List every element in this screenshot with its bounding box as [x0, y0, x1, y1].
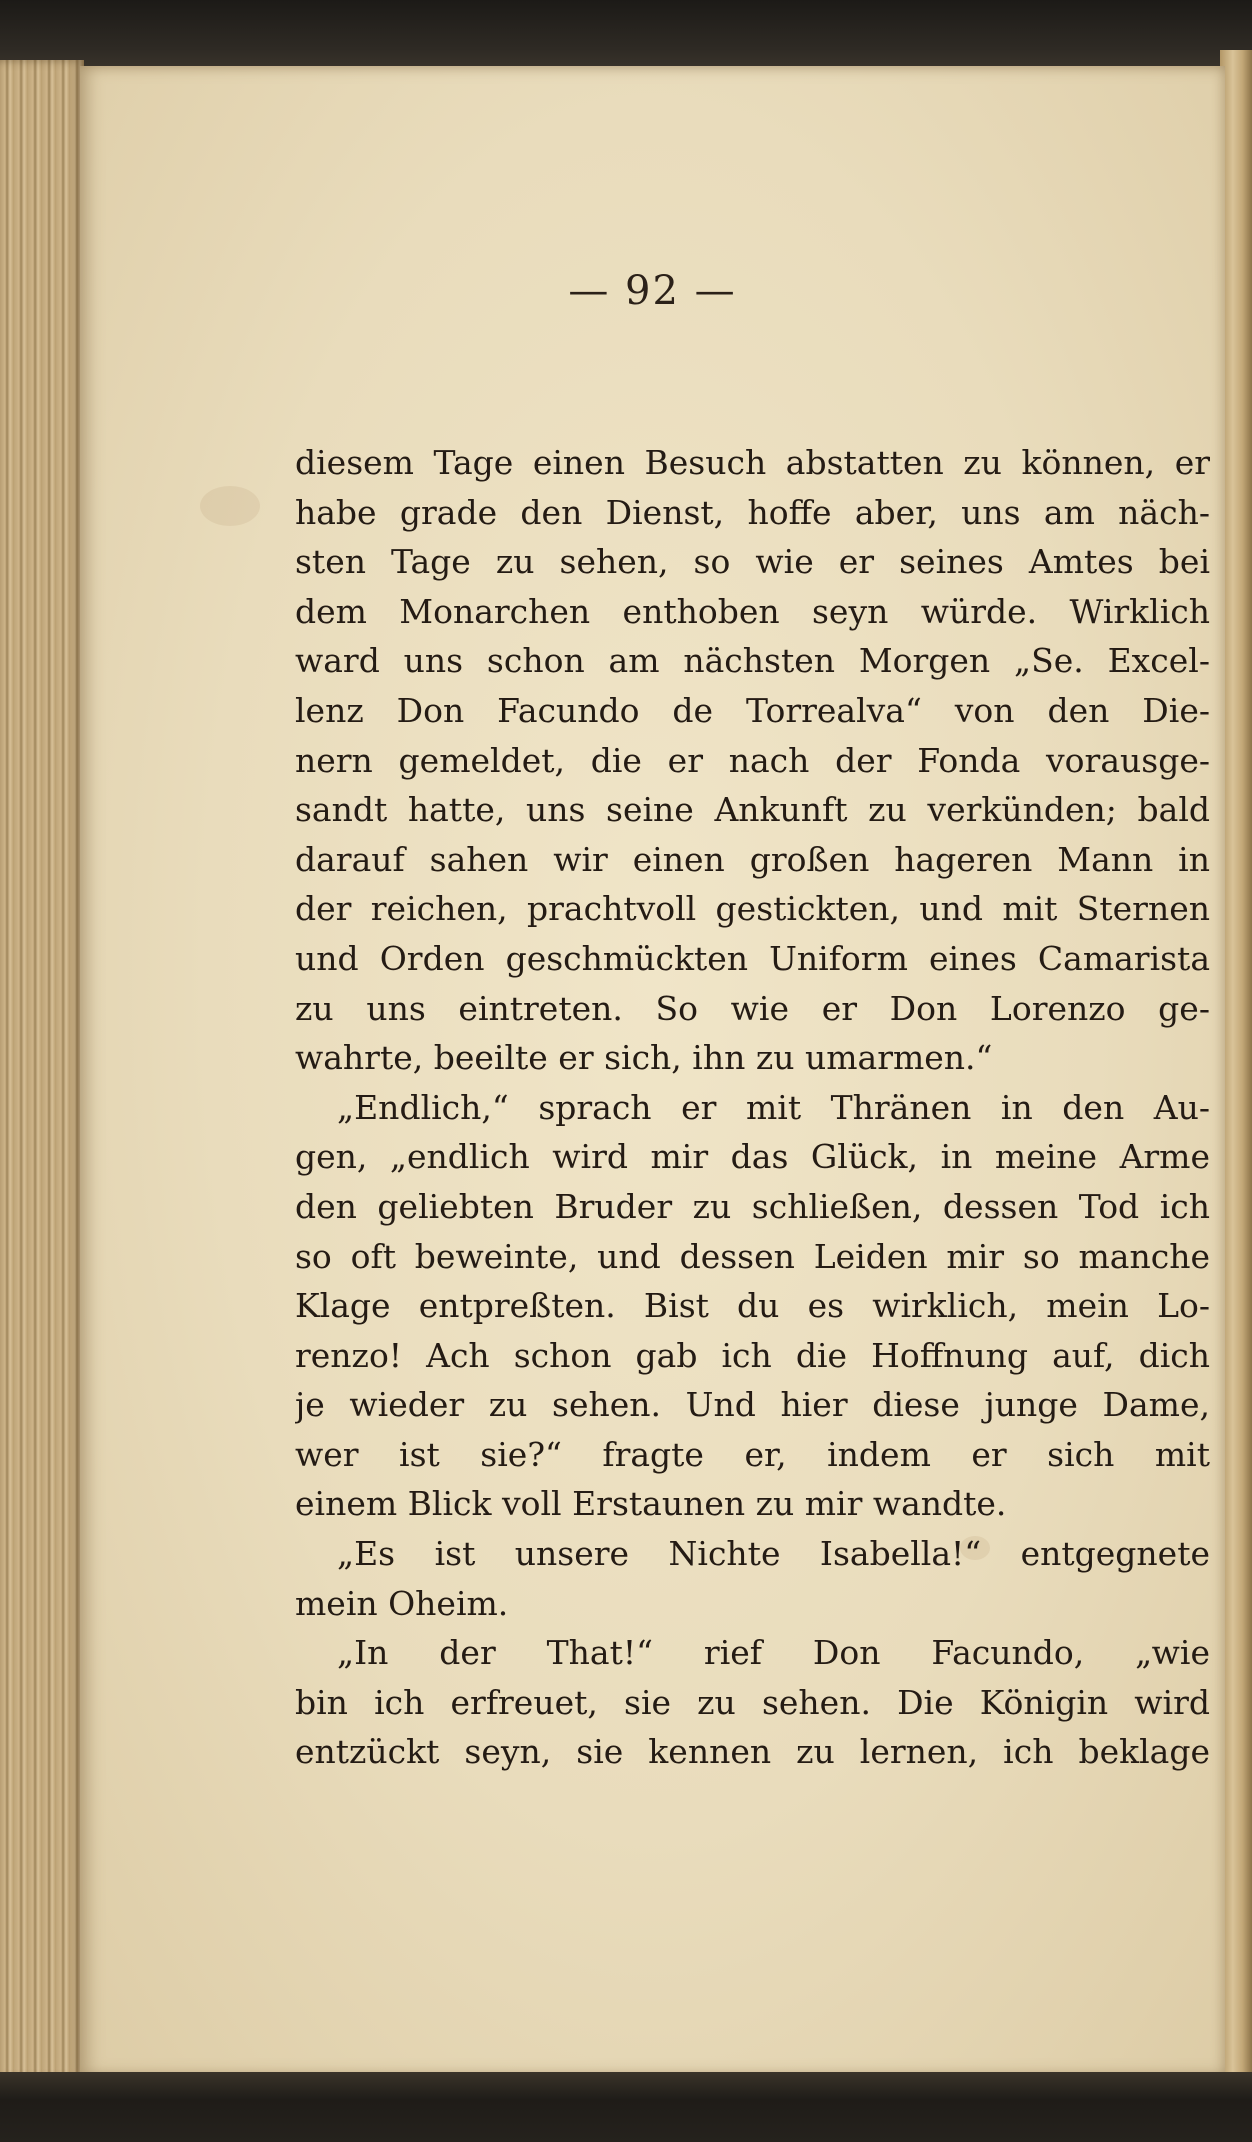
text-line: wahrte, beeilte er sich, ihn zu umarmen.“ [295, 1038, 993, 1078]
text-line: „Endlich,“ sprach er mit Thränen in den Au- [337, 1087, 1210, 1127]
text-line: habe grade den Dienst, hoffe aber, uns am näch- [295, 492, 1210, 532]
text-line: einem Blick voll Erstaunen zu mir wandte. [295, 1484, 1007, 1524]
text-line: der reichen, prachtvoll gestickten, und mit Sternen [295, 889, 1210, 929]
text-line: diesem Tage einen Besuch abstatten zu können, er [295, 443, 1210, 482]
text-line: dem Monarchen enthoben seyn würde. Wirklich [295, 591, 1210, 631]
book-page-edges-left [0, 60, 84, 2080]
text-line: nern gemeldet, die er nach der Fonda vorausge- [295, 740, 1210, 780]
text-line: lenz Don Facundo de Torrealva“ von den Die- [295, 690, 1210, 730]
paper-stain [200, 486, 260, 526]
text-line: renzo! Ach schon gab ich die Hoffnung auf, dich [295, 1335, 1210, 1375]
text-line: wer ist sie?“ fragte er, indem er sich mit [295, 1434, 1210, 1474]
scan-top-edge [0, 0, 1252, 70]
text-line: entzückt seyn, sie kennen zu lernen, ich beklage [295, 1732, 1210, 1772]
text-line: zu uns eintreten. So wie er Don Lorenzo ge- [295, 988, 1210, 1028]
text-line: ward uns schon am nächsten Morgen „Se. Excel- [295, 641, 1210, 681]
text-line: so oft beweinte, und dessen Leiden mir so manche [295, 1236, 1210, 1276]
text-line: und Orden geschmückten Uniform eines Camarista [295, 938, 1210, 978]
page-number: — 92 — [568, 268, 737, 314]
body-text [295, 438, 1210, 1777]
text-line: darauf sahen wir einen großen hageren Mann in [295, 839, 1210, 879]
text-line: gen, „endlich wird mir das Glück, in meine Arme [295, 1137, 1210, 1177]
text-line: je wieder zu sehen. Und hier diese junge Dame, [295, 1385, 1210, 1425]
scan-bottom-edge [0, 2072, 1252, 2142]
text-line: sandt hatte, uns seine Ankunft zu verkünden; bald [295, 790, 1210, 830]
book-page [80, 66, 1225, 2076]
text-line: Klage entpreßten. Bist du es wirklich, mein Lo- [295, 1286, 1210, 1326]
text-line: sten Tage zu sehen, so wie er seines Amtes bei [295, 542, 1210, 582]
text-line: mein Oheim. [295, 1583, 509, 1623]
text-line: den geliebten Bruder zu schließen, dessen Tod ich [295, 1186, 1210, 1226]
text-line: „In der That!“ rief Don Facundo, „wie [337, 1633, 1210, 1673]
text-line: bin ich erfreuet, sie zu sehen. Die Königin wird [295, 1682, 1210, 1722]
text-line: „Es ist unsere Nichte Isabella!“ entgegnete [337, 1534, 1210, 1574]
